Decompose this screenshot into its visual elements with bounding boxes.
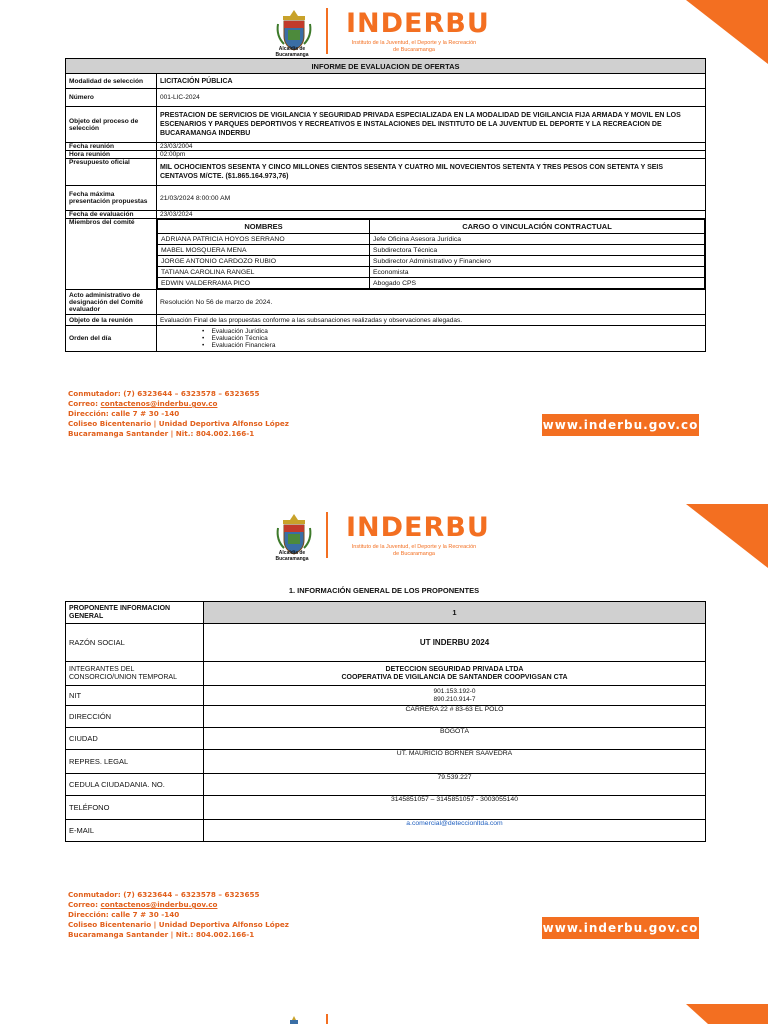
brand-name: INDERBU (346, 512, 490, 543)
acto-value: Resolución No 56 de marzo de 2024. (157, 290, 706, 315)
committee-cell (157, 219, 706, 290)
proponente-value: CARRERA 22 # 83-63 EL POLO (204, 706, 706, 728)
logo-divider (326, 8, 328, 54)
footer-correo: Correo: contactenos@inderbu.gov.co (68, 900, 218, 909)
brand-subtitle: Instituto de la Juventud, el Deporte y la Recreación de Bucaramanga (351, 544, 477, 557)
numero-value: 001-LIC-2024 (157, 89, 706, 107)
committee-role: Subdirector Administrativo y Financiero (370, 256, 705, 267)
committee-name: MABEL MOSQUERA MENA (158, 245, 370, 256)
inderbu-logo (268, 6, 490, 58)
proponentes-table (65, 601, 706, 842)
proponente-label: NIT (66, 686, 204, 706)
fecha-max-label: Fecha máxima presentación propuestas (66, 186, 157, 211)
committee-row (158, 267, 705, 278)
alcaldia-text: Alcaldía de Bucaramanga (275, 46, 309, 58)
proponente-label: CEDULA CIUDADANIA. NO. (66, 774, 204, 796)
committee-header-role: CARGO O VINCULACIÓN CONTRACTUAL (370, 220, 705, 234)
committee-name: JORGE ANTONIO CARDOZO RUBIO (158, 256, 370, 267)
page-gap (0, 478, 768, 498)
proponente-value: DETECCION SEGURIDAD PRIVADA LTDA COOPERATIVA DE VIGILANCIA DE SANTANDER COOPVIGSAN CTA (204, 662, 706, 686)
committee-role: Abogado CPS (370, 278, 705, 289)
committee-row (158, 245, 705, 256)
objeto-value: PRESTACION DE SERVICIOS DE VIGILANCIA Y SEGURIDAD PRIVADA ESPECIALIZADA EN LA MODALIDAD DE VIGILANCIA FIJA ARMADA Y MOVIL EN LOS ESCENARIOS Y PARQUES DEPORTIVOS Y RECREATIVOS E INSTALACIONES DEL INSTITUTO DE LA JUVENTUD EL DEPORTE Y LA RECREACION DE BUCARAMANGA INDERBU (157, 107, 706, 143)
fecha-reunion-label: Fecha reunión (66, 143, 157, 151)
inderbu-logo (268, 510, 490, 562)
footer-ciudad: Bucaramanga Santander | Nit.: 804.002.166-1 (68, 429, 255, 438)
proponente-label: CIUDAD (66, 728, 204, 750)
report-title: INFORME DE EVALUACION DE OFERTAS (66, 59, 706, 74)
committee-table (157, 219, 705, 289)
proponente-header-value: 1 (204, 602, 706, 624)
footer-conmutador: Conmutador: (7) 6323644 – 6323578 – 6323655 (68, 389, 260, 398)
footer-direccion: Dirección: calle 7 # 30 -140 (68, 409, 180, 418)
inderbu-logo-partial (268, 1014, 480, 1024)
proponente-label: TELÉFONO (66, 796, 204, 820)
objeto-reunion-value: Evaluación Final de las propuestas conforme a las subsanaciones realizadas y observaciones allegadas. (157, 315, 706, 326)
committee-role: Jefe Oficina Asesora Jurídica (370, 234, 705, 245)
orden-item: • Evaluación Financiera (202, 342, 276, 349)
presupuesto-label: Presupuesto oficial (66, 159, 157, 186)
proponente-value: BOGOTÁ (204, 728, 706, 750)
proponente-value: 3145851057 – 3145851057 - 3003055140 (204, 796, 706, 820)
logo-divider (326, 512, 328, 558)
footer-coliseo: Coliseo Bicentenario | Unidad Deportiva Alfonso López (68, 920, 289, 929)
orange-corner-decoration (678, 1004, 768, 1024)
proponente-header-label: PROPONENTE INFORMACION GENERAL (66, 602, 204, 624)
committee-name: TATIANA CAROLINA RANGEL (158, 267, 370, 278)
presupuesto-value: MIL OCHOCIENTOS SESENTA Y CINCO MILLONES CIENTOS SESENTA Y CUATRO MIL NOVECIENTOS SETENTA Y TRES PESOS CON SETENTA Y SEIS CENTAVOS M/CTE. ($1.865.164.973,76) (157, 159, 706, 186)
orange-corner-decoration (678, 504, 768, 568)
proponente-label: INTEGRANTES DEL CONSORCIO/UNION TEMPORAL (66, 662, 204, 686)
fecha-eval-value: 23/03/2024 (157, 211, 706, 219)
committee-role: Subdirectora Técnica (370, 245, 705, 256)
fecha-reunion-value: 23/03/2004 (157, 143, 706, 151)
footer-conmutador: Conmutador: (7) 6323644 – 6323578 – 6323655 (68, 890, 260, 899)
footer-direccion: Dirección: calle 7 # 30 -140 (68, 910, 180, 919)
footer-contact (68, 389, 289, 439)
footer-ciudad: Bucaramanga Santander | Nit.: 804.002.166-1 (68, 930, 255, 939)
modalidad-label: Modalidad de selección (66, 74, 157, 89)
orden-label: Orden del día (66, 326, 157, 352)
brand-name: INDERBU (346, 8, 490, 39)
proponente-label: RAZÓN SOCIAL (66, 624, 204, 662)
fecha-max-value: 21/03/2024 8:00:00 AM (157, 186, 706, 211)
committee-row (158, 256, 705, 267)
committee-header-names: NOMBRES (158, 220, 370, 234)
miembros-label: Miembros del comité (66, 219, 157, 290)
website-link[interactable]: www.inderbu.gov.co (542, 917, 699, 939)
proponente-email-value[interactable]: a.comercial@deteccionltda.com (204, 820, 706, 842)
proponente-label: DIRECCIÓN (66, 706, 204, 728)
committee-row (158, 234, 705, 245)
acto-label: Acto administrativo de designación del Comité evaluador (66, 290, 157, 315)
proponente-value: UT INDERBU 2024 (204, 624, 706, 662)
fecha-eval-label: Fecha de evaluación (66, 211, 157, 219)
orange-corner-decoration (678, 0, 768, 64)
orden-item: • Evaluación Jurídica (202, 328, 268, 335)
evaluation-report-table (65, 58, 706, 352)
logo-divider (326, 1014, 328, 1024)
numero-label: Número (66, 89, 157, 107)
objeto-reunion-label: Objeto de la reunión (66, 315, 157, 326)
orden-list (157, 326, 706, 352)
hora-reunion-label: Hora reunión (66, 151, 157, 159)
proponente-value: UT. MAURICIO BORNER SAAVEDRA (204, 750, 706, 774)
website-link[interactable]: www.inderbu.gov.co (542, 414, 699, 436)
committee-name: ADRIANA PATRICIA HOYOS SERRANO (158, 234, 370, 245)
footer-correo: Correo: contactenos@inderbu.gov.co (68, 399, 218, 408)
proponente-value: 901.153.192-0 890.210.914-7 (204, 686, 706, 706)
alcaldia-text: Alcaldía de Bucaramanga (275, 550, 309, 562)
objeto-label: Objeto del proceso de selección (66, 107, 157, 143)
footer-coliseo: Coliseo Bicentenario | Unidad Deportiva Alfonso López (68, 419, 289, 428)
document-page-1 (0, 0, 768, 478)
footer-contact (68, 890, 289, 940)
proponente-label: E-MAIL (66, 820, 204, 842)
modalidad-value: LICITACIÓN PÚBLICA (157, 74, 706, 89)
section-title-proponentes: 1. INFORMACIÓN GENERAL DE LOS PROPONENTES (288, 586, 480, 595)
proponente-label: REPRES. LEGAL (66, 750, 204, 774)
committee-role: Economista (370, 267, 705, 278)
proponente-value: 79.539.227 (204, 774, 706, 796)
brand-subtitle: Instituto de la Juventud, el Deporte y la Recreación de Bucaramanga (351, 40, 477, 53)
committee-name: EDWIN VALDERRAMA PICO (158, 278, 370, 289)
orden-item: • Evaluación Técnica (202, 335, 268, 342)
footer-email-link[interactable]: contactenos@inderbu.gov.co (100, 900, 218, 909)
footer-email-link[interactable]: contactenos@inderbu.gov.co (100, 399, 218, 408)
committee-row (158, 278, 705, 289)
hora-reunion-value: 02:00pm (157, 151, 706, 159)
coat-of-arms-icon (288, 1016, 300, 1024)
